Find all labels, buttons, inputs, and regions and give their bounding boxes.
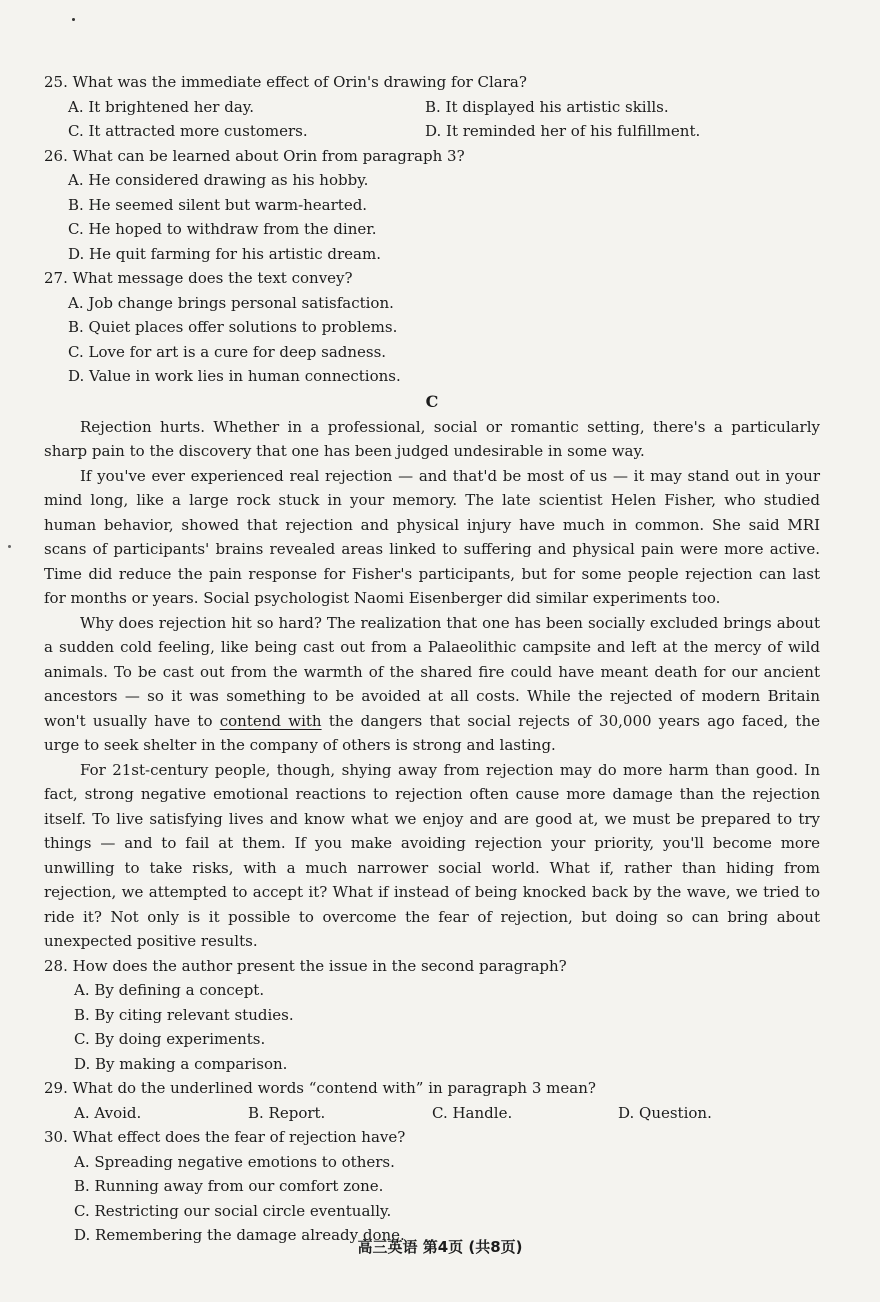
section-title: C	[425, 391, 439, 411]
option-27-b: B. Quiet places offer solutions to problems.	[68, 318, 398, 336]
option-26-d: D. He quit farming for his artistic dream.	[68, 244, 381, 263]
option-26-a: A. He considered drawing as his hobby.	[68, 171, 369, 189]
option-26-c: C. He hoped to withdraw from the diner.	[68, 220, 377, 238]
option-25-d: D. It reminded her of his fulfillment.	[425, 122, 701, 140]
option-27-a: A. Job change brings personal satisfaction.	[68, 293, 394, 312]
option-27-c: C. Love for art is a cure for deep sadness.	[68, 342, 387, 361]
option-25-c: C. It attracted more customers.	[68, 122, 308, 140]
option-25-b: B. It displayed his artistic skills.	[425, 97, 669, 116]
option-30-c: C. Restricting our social circle eventually.	[74, 1201, 392, 1220]
option-30-d: D. Remembering the damage already done.	[74, 1226, 405, 1244]
option-27-d: D. Value in work lies in human connections.	[68, 367, 401, 385]
option-30-a: A. Spreading negative emotions to others.	[74, 1152, 395, 1171]
option-30-b: B. Running away from our comfort zone.	[74, 1177, 384, 1195]
question-28-stem: 28. How does the author present the issue in the second paragraph?	[44, 956, 567, 975]
paragraph-3-text-before: Why does rejection hit so hard? The realization that one has been socially excluded brings about a sudden cold feeling, like being cast out from a Palaeolithic campsite and left at the mercy of wild animals. To be cast out from the warmth of the shared fire could have meant death for our ancient ancestors — so it was something to be avoided at all costs. While the rejected of modern Britain won't usually have to	[44, 613, 820, 730]
option-29-b: B. Report.	[248, 1103, 326, 1122]
option-28-d: D. By making a comparison.	[74, 1054, 288, 1073]
passage-paragraph-1: Rejection hurts. Whether in a professional, social or romantic setting, there's a particularly sharp pain to the discovery that one has been judged undesirable in some way.	[44, 417, 820, 460]
underlined-phrase: contend with	[219, 711, 322, 730]
option-28-c: C. By doing experiments.	[74, 1030, 266, 1048]
option-29-d: D. Question.	[618, 1103, 712, 1122]
question-26-stem: 26. What can be learned about Orin from paragraph 3?	[44, 146, 465, 165]
option-28-a: A. By defining a concept.	[74, 981, 265, 999]
passage-paragraph-3	[44, 611, 820, 758]
option-28-b: B. By citing relevant studies.	[74, 1005, 294, 1024]
option-29-c: C. Handle.	[432, 1103, 513, 1122]
option-29-a: A. Avoid.	[74, 1103, 142, 1122]
speck-mark	[8, 545, 11, 548]
question-29-options	[44, 1101, 820, 1126]
page-footer: 高三英语 第4页 (共8页)	[357, 1238, 523, 1256]
question-27-stem: 27. What message does the text convey?	[44, 269, 353, 287]
paragraph-3-text-after: the dangers that social rejects of 30,000 years ago faced, the urge to seek shelter in the company of others is strong and lasting.	[44, 711, 820, 754]
option-25-a: A. It brightened her day.	[68, 97, 255, 116]
question-25-stem: 25. What was the immediate effect of Orin's drawing for Clara?	[44, 73, 527, 91]
passage-paragraph-4: For 21st-century people, though, shying away from rejection may do more harm than good. In fact, strong negative emotional reactions to rejection often cause more damage than the rejection itself. To live satisfying lives and know what we enjoy and are good at, we must be prepared to try things — and to fail at them. If you make avoiding rejection your priority, you'll become more unwilling to take risks, with a much narrower social world. What if, rather than hiding from rejection, we attempted to accept it? What if instead of being knocked back by the wave, we tried to ride it? Not only is it possible to overcome the fear of rejection, but doing so can bring about unexpected positive results.	[44, 760, 820, 950]
passage-paragraph-2: If you've ever experienced real rejection — and that'd be most of us — it may stand out in your mind long, like a large rock stuck in your memory. The late scientist Helen Fisher, who studied human behavior, showed that rejection and physical injury have much in common. She said MRI scans of participants' brains revealed areas linked to suffering and physical pain were more active. Time did reduce the pain response for Fisher's participants, but for some people rejection can last for months or years. Social psychologist Naomi Eisenberger did similar experiments too.	[44, 466, 820, 607]
page-content	[44, 70, 820, 1248]
question-25-options	[44, 95, 820, 144]
speck-mark	[72, 18, 75, 21]
question-30-stem: 30. What effect does the fear of rejection have?	[44, 1128, 406, 1146]
option-26-b: B. He seemed silent but warm-hearted.	[68, 195, 368, 214]
question-29-stem: 29. What do the underlined words “contend with” in paragraph 3 mean?	[44, 1079, 596, 1097]
